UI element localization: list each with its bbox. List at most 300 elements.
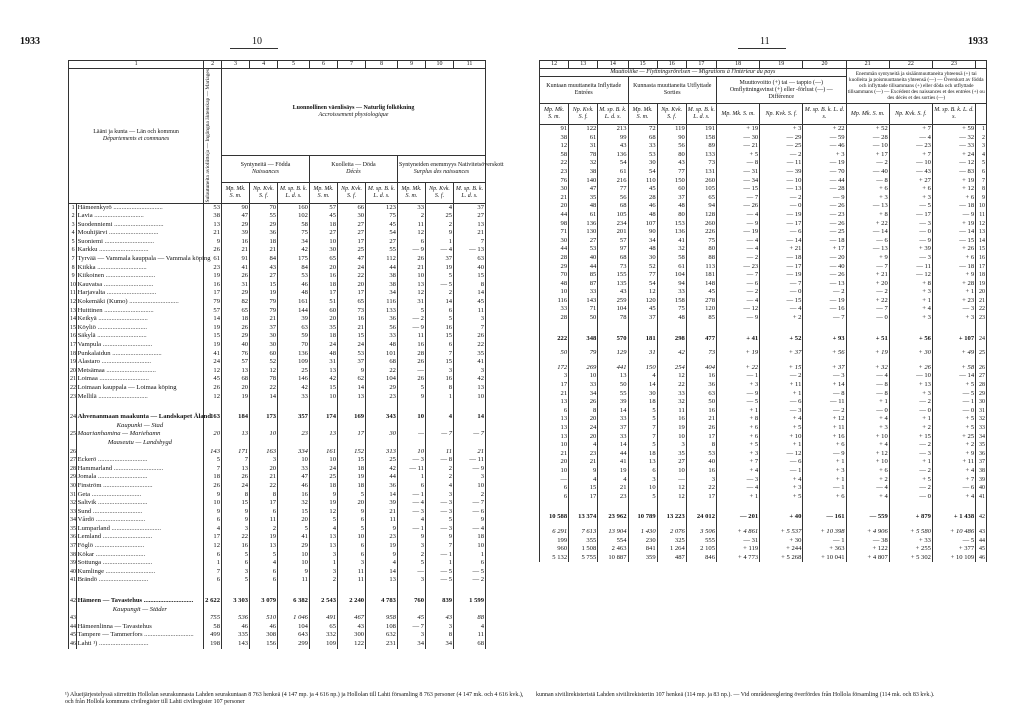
cell-value: — 14 (760, 237, 803, 246)
cell-value: 56 (366, 324, 398, 333)
section-label: Maaseutu — Landsbygd (76, 439, 204, 448)
cell-value: 30 (540, 237, 569, 246)
cell-value: 510 (250, 614, 278, 623)
column-number: 8 (366, 61, 398, 69)
cell-value: + 1 (717, 493, 760, 502)
cell-value: — 59 (803, 134, 846, 143)
cell-value: — 1 (803, 537, 846, 546)
row-name: Sottunga .............................. (76, 559, 204, 568)
cell-value: 30 (628, 159, 657, 168)
cell-value: 16 (425, 375, 453, 384)
cell-value: — 23 (717, 263, 760, 272)
cell-value: 19 (425, 264, 453, 273)
cell-value: 9 (204, 491, 222, 500)
cell-value: — 3 (397, 456, 425, 465)
births-header-fr: Naissances (251, 168, 279, 175)
cell-value: 3 (338, 559, 366, 568)
cell-value: — 7 (846, 263, 889, 272)
cell-value: 25 (309, 473, 337, 482)
cell-value: 12 (540, 142, 569, 151)
cell-value: 32 (278, 499, 310, 508)
cell-value: 9 (338, 367, 366, 376)
row-index: 9 (69, 272, 77, 281)
cell-value: 359 (628, 554, 657, 563)
cell-value: — 28 (846, 134, 889, 143)
spacer-cell (222, 606, 250, 615)
table-row (540, 484, 987, 493)
cell-value: + 3 (889, 288, 932, 297)
cell-value: 5 (425, 516, 453, 525)
cell-value: — 14 (846, 228, 889, 237)
table-row (69, 413, 486, 422)
cell-value: 2 (397, 551, 425, 560)
cell-value: 120 (686, 305, 716, 314)
gender-label: M. sp. B. k. L. d. s. (932, 104, 975, 125)
cell-value: 19 (204, 324, 222, 333)
cell-value: 9 (366, 525, 398, 534)
cell-value: 54 (598, 159, 628, 168)
cell-value: — 26 (717, 202, 760, 211)
cell-value: 55 (250, 212, 278, 221)
column-number: 20 (803, 61, 846, 69)
cell-value: + 3 (803, 151, 846, 160)
table-row (540, 297, 987, 306)
cell-value: — 11 (397, 465, 425, 474)
cell-value: 10 789 (628, 513, 657, 522)
cell-value: — 13 (803, 280, 846, 289)
table-row (69, 332, 486, 341)
cell-value: 10 (540, 288, 569, 297)
difference-header: Muuttovoitto (+) tai — tappio (—) Omflyttningsvinst (+) eller -förlust (—) — Différence (717, 77, 847, 104)
cell-value: + 33 (889, 537, 932, 546)
cell-value: 22 (250, 384, 278, 393)
cell-value: 22 (338, 272, 366, 281)
cell-value: + 41 (717, 335, 760, 344)
cell-value: 43 (250, 264, 278, 273)
cell-value: — 9 (803, 194, 846, 203)
cell-value: — 9 (932, 211, 975, 220)
cell-value: 33 (569, 288, 598, 297)
cell-value: 38 (540, 134, 569, 143)
cell-value: 27 (250, 272, 278, 281)
cell-value: 44 (598, 450, 628, 459)
cell-value: 21 (338, 324, 366, 333)
cell-value: 6 (338, 542, 366, 551)
cell-value: + 1 (760, 441, 803, 450)
cell-value: 36 (366, 482, 398, 491)
cell-value: 68 (628, 134, 657, 143)
cell-value: 32 (657, 245, 686, 254)
column-number: 17 (686, 61, 716, 69)
natural-increase-fr: Accroissement physiologique (318, 111, 389, 118)
cell-value: 5 (425, 315, 453, 324)
spacer-cell (309, 439, 337, 448)
cell-value: 35 (657, 450, 686, 459)
row-index: 24 (976, 335, 987, 344)
cell-value: 26 (397, 375, 425, 384)
cell-value: 60 (250, 350, 278, 359)
cell-value: — (397, 430, 425, 439)
row-index: 20 (70, 367, 76, 374)
spacer-cell (204, 606, 222, 615)
cell-value: 31 (628, 349, 657, 358)
cell-value: 25 (338, 246, 366, 255)
table-row (540, 537, 987, 546)
cell-value: 16 (278, 491, 310, 500)
table-row (69, 358, 486, 367)
cell-value: 44 (540, 245, 569, 254)
row-index: 40 (976, 484, 987, 493)
table-row (540, 168, 987, 177)
cell-value: 16 (686, 407, 716, 416)
row-index: 8 (69, 264, 77, 273)
cell-value: 21 (540, 390, 569, 399)
cell-value: 19 (338, 473, 366, 482)
cell-value: + 363 (803, 545, 846, 554)
row-name: Loimaa .............................. (76, 375, 204, 384)
spacer-cell (366, 439, 398, 448)
cell-value: 144 (278, 307, 310, 316)
municipality-header (69, 69, 204, 204)
cell-value: 231 (366, 640, 398, 649)
cell-value: 70 (540, 271, 569, 280)
cell-value: 3 (425, 623, 453, 632)
cell-value: 105 (686, 185, 716, 194)
cell-value: — 8 (846, 381, 889, 390)
cell-value: 44 (569, 263, 598, 272)
cell-value: 50 (569, 314, 598, 323)
cell-value: 260 (686, 177, 716, 186)
cell-value: 25 (366, 456, 398, 465)
cell-value: + 15 (760, 364, 803, 373)
cell-value: + 4 (889, 305, 932, 314)
cell-value: 33 (598, 415, 628, 424)
cell-value: 65 (686, 194, 716, 203)
cell-value: 19 (204, 341, 222, 350)
cell-value: 48 (628, 211, 657, 220)
cell-value: 80 (657, 211, 686, 220)
cell-value: 6 (250, 576, 278, 585)
cell-value: 9 (569, 467, 598, 476)
cell-value: 21 (366, 508, 398, 517)
cell-value: 30 (309, 246, 337, 255)
cell-value: 65 (338, 298, 366, 307)
row-name: Kiikoinen .............................. (76, 272, 204, 281)
cell-value: + 1 (803, 458, 846, 467)
section-label: Kaupunki — Stad (76, 422, 204, 431)
spacer-cell (397, 422, 425, 431)
cell-value: 53 (569, 245, 598, 254)
cell-value: 15 (569, 484, 598, 493)
cell-value: 48 (309, 350, 337, 359)
deaths-header-label: Kuolleita — Döda (331, 161, 376, 168)
cell-value: 6 (204, 551, 222, 560)
cell-value: 23 (366, 393, 398, 402)
cell-value: 15 (204, 332, 222, 341)
spacer-cell (454, 606, 486, 615)
cell-value: 12 (397, 289, 425, 298)
table-row (540, 545, 987, 554)
cell-value: 1 (204, 559, 222, 568)
table-row (540, 202, 987, 211)
cell-value: 65 (309, 623, 337, 632)
row-name: Ahvenanmaan maakunta — Landskapet Åland (77, 413, 212, 421)
row-index: 31 (976, 407, 987, 416)
cell-value: + 22 (803, 125, 846, 134)
cell-value: 30 (250, 332, 278, 341)
row-index: 17 (976, 263, 987, 272)
cell-value: + 9 (846, 254, 889, 263)
cell-value: 21 (598, 484, 628, 493)
row-name: Huittinen .............................. (76, 307, 204, 316)
cell-value: 11 (397, 221, 425, 230)
row-index: 19 (976, 280, 987, 289)
cell-value: 13 (540, 398, 569, 407)
cell-value: 269 (569, 364, 598, 373)
cell-value: + 4 (932, 467, 975, 476)
cell-value: 14 (366, 568, 398, 577)
cell-value: 47 (338, 255, 366, 264)
cell-value: 16 (686, 467, 716, 476)
cell-value: 13 (454, 384, 486, 393)
column-number: 15 (628, 61, 657, 69)
cell-value: 6 (250, 568, 278, 577)
row-name: Mellilä .............................. (76, 393, 204, 402)
cell-value: 3 (425, 491, 453, 500)
cell-value: — 1 (803, 484, 846, 493)
table-row (69, 272, 486, 281)
cell-value: 104 (598, 305, 628, 314)
cell-value: + 4 (760, 476, 803, 485)
table-row (540, 458, 987, 467)
cell-value: + 5 268 (760, 554, 803, 563)
cell-value: — 5 (932, 390, 975, 399)
cell-value: 9 (397, 393, 425, 402)
cell-value: 77 (598, 185, 628, 194)
cell-value: 43 (657, 159, 686, 168)
cell-value: 36 (250, 229, 278, 238)
cell-value: 53 (686, 450, 716, 459)
cell-value: — 19 (760, 211, 803, 220)
cell-value: 13 (204, 221, 222, 230)
row-index: 37 (976, 458, 987, 467)
spacer-cell (397, 439, 425, 448)
row-index: 29 (976, 390, 987, 399)
table-row (540, 390, 987, 399)
cell-value: 29 (222, 221, 250, 230)
column-number: 16 (657, 61, 686, 69)
table-row (69, 255, 486, 264)
cell-value: 140 (569, 177, 598, 186)
cell-value: 17 (338, 430, 366, 439)
table-row (69, 289, 486, 298)
column-number: 11 (454, 61, 486, 69)
column-number: 14 (598, 61, 628, 69)
cell-value: 23 (598, 493, 628, 502)
cell-value: + 6 (717, 424, 760, 433)
cell-value: 136 (598, 151, 628, 160)
gender-label: Np. Kvk. S. f. (760, 104, 803, 125)
cell-value: 13 (222, 430, 250, 439)
surplus-header-fr: Surplus des naissances (413, 168, 470, 175)
cell-value: 15 (309, 384, 337, 393)
cell-value: 73 (686, 349, 716, 358)
cell-value: 57 (204, 307, 222, 316)
cell-value: 12 (204, 393, 222, 402)
cell-value: 17 (338, 289, 366, 298)
municipality-header-label: Lääni ja kunta — Län och kommun (93, 128, 179, 135)
cell-value: — 7 (760, 280, 803, 289)
table-row (540, 441, 987, 450)
cell-value: — 9 (397, 246, 425, 255)
cell-value: 4 (425, 203, 453, 212)
cell-value: 34 (278, 238, 310, 247)
cell-value: 31 (222, 281, 250, 290)
cell-value: — 3 (932, 305, 975, 314)
cell-value: — 13 (454, 246, 486, 255)
table-row (69, 576, 486, 585)
cell-value: + 8 (846, 211, 889, 220)
cell-value: 357 (278, 413, 310, 422)
footnote-right: kunnan siviilirekisteristä Lahden siviilirekisteriin 107 henkeä (114 mp. ja 83 np.). — Vid områdesreglering överfördes från Hollola församling (114 mk. och 83 kvk.). (536, 692, 935, 698)
cell-value: 23 (569, 450, 598, 459)
cell-value: 355 (569, 537, 598, 546)
cell-value: — 6 (454, 508, 486, 517)
cell-value: 104 (366, 375, 398, 384)
cell-value: 44 (540, 211, 569, 220)
cell-value: + 1 (846, 398, 889, 407)
cell-value: + 22 (846, 297, 889, 306)
cell-value: 8 (250, 491, 278, 500)
cell-value: — 11 (454, 456, 486, 465)
cell-value: 18 (454, 533, 486, 542)
cell-value: 98 (540, 220, 569, 229)
cell-value: + 3 (760, 484, 803, 493)
cell-value: 21 (540, 450, 569, 459)
row-index: 35 (70, 525, 76, 532)
cell-value: 38 (569, 168, 598, 177)
cell-value: — 4 (397, 499, 425, 508)
table-row (69, 551, 486, 560)
cell-value: 8 (222, 491, 250, 500)
cell-value: — 2 (846, 159, 889, 168)
cell-value: + 1 (889, 415, 932, 424)
cell-value: 23 (278, 430, 310, 439)
table-row (540, 125, 987, 134)
table-row (69, 238, 486, 247)
cell-value: — 9 (889, 237, 932, 246)
cell-value: 17 (250, 499, 278, 508)
cell-value: 8 (425, 631, 453, 640)
spacer-cell (366, 422, 398, 431)
cell-value: 7 613 (569, 528, 598, 537)
cell-value: — 7 (846, 305, 889, 314)
cell-value: 18 (338, 482, 366, 491)
cell-value: 65 (309, 255, 337, 264)
cell-value: 3 506 (686, 528, 716, 537)
migration-header-label: Muuttoliike — Flyttningsrörelsen — Migrations à l'intérieur du pays (610, 69, 776, 75)
cell-value: 34 (628, 237, 657, 246)
table-row (69, 533, 486, 542)
cell-value: 1 508 (569, 545, 598, 554)
cell-value: + 13 (889, 381, 932, 390)
cell-value: + 12 (803, 415, 846, 424)
cell-value: 5 (397, 559, 425, 568)
cell-value: 213 (598, 125, 628, 134)
row-index: 18 (976, 271, 987, 280)
cell-value: 14 (425, 298, 453, 307)
cell-value: 10 (540, 441, 569, 450)
cell-value: 23 962 (598, 513, 628, 522)
row-index: 22 (70, 384, 76, 391)
spacer-cell (425, 422, 453, 431)
gender-label: M. sp. B. k. L. d. s. (278, 182, 310, 203)
cell-value: — 15 (760, 297, 803, 306)
cell-value: — 3 (889, 220, 932, 229)
cell-value: 68 (598, 254, 628, 263)
cell-value: 334 (278, 448, 310, 457)
spacer-cell (278, 439, 310, 448)
cell-value: 554 (598, 537, 628, 546)
cell-value: 335 (222, 631, 250, 640)
cell-value: 80 (686, 245, 716, 254)
row-index: 13 (70, 307, 76, 314)
row-index: 6 (976, 168, 987, 177)
cell-value: 254 (657, 364, 686, 373)
row-index: 2 (69, 212, 77, 221)
cell-value: 26 (569, 398, 598, 407)
cell-value: 6 (454, 559, 486, 568)
cell-value: 9 (204, 508, 222, 517)
cell-value: 3 079 (250, 597, 278, 606)
cell-value: 30 (628, 254, 657, 263)
cell-value: 28 (540, 254, 569, 263)
row-index: 12 (976, 220, 987, 229)
cell-value: 48 (569, 202, 598, 211)
table-row (69, 384, 486, 393)
header-row (69, 69, 486, 156)
cell-value: — 13 (846, 245, 889, 254)
cell-value: 14 (598, 407, 628, 416)
cell-value: 47 (222, 212, 250, 221)
cell-value: 50 (686, 398, 716, 407)
cell-value: 230 (628, 537, 657, 546)
cell-value: 298 (657, 335, 686, 344)
cell-value: 26 (454, 332, 486, 341)
cell-value: + 58 (932, 364, 975, 373)
cell-value: 11 (397, 332, 425, 341)
cell-value: 33 (657, 288, 686, 297)
row-index: 33 (976, 424, 987, 433)
cell-value: — 7 (454, 430, 486, 439)
cell-value: 42 (454, 375, 486, 384)
cell-value: — 19 (803, 297, 846, 306)
row-name: Maarianhamina — Mariehamn (76, 430, 204, 439)
cell-value: 3 (686, 476, 716, 485)
cell-value: 152 (338, 448, 366, 457)
cell-value: 18 (204, 473, 222, 482)
page-number-right: 11 (760, 36, 770, 47)
cell-value: 308 (250, 631, 278, 640)
cell-value: 22 (686, 484, 716, 493)
cell-value: + 244 (760, 545, 803, 554)
cell-value: 4 (569, 441, 598, 450)
cell-value: 1 (454, 551, 486, 560)
cell-value: 48 (540, 280, 569, 289)
column-number: 5 (278, 61, 310, 69)
cell-value: + 15 (889, 433, 932, 442)
cell-value: 18 (338, 465, 366, 474)
